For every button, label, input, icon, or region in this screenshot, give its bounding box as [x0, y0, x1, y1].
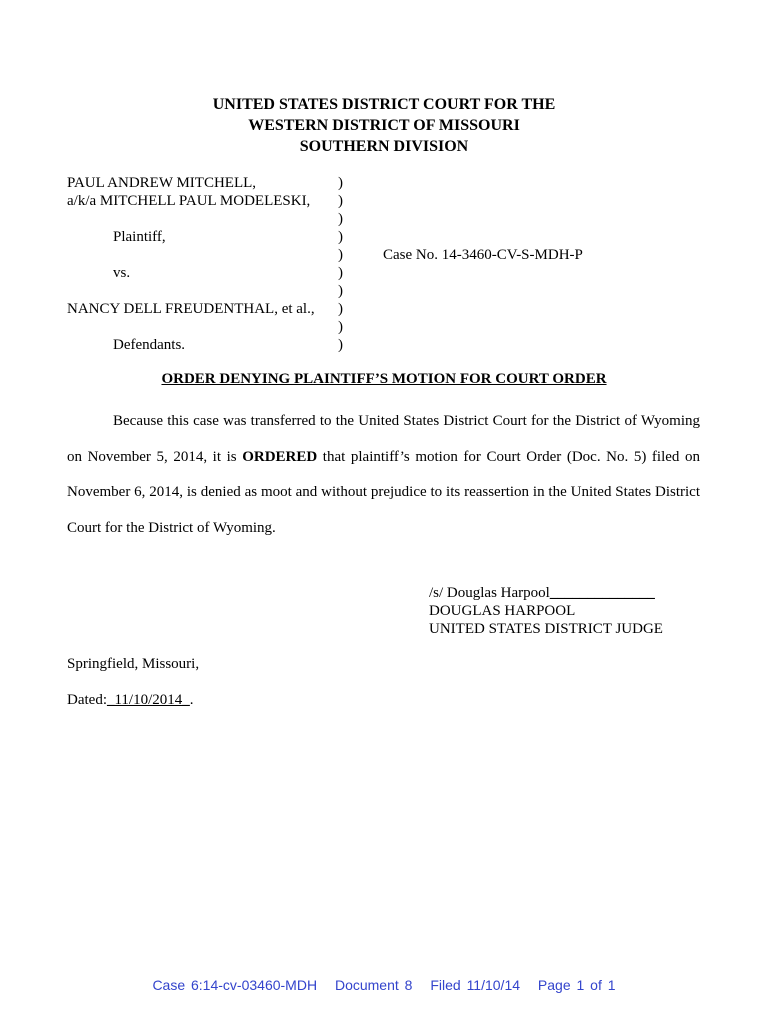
judge-title: UNITED STATES DISTRICT JUDGE: [429, 621, 663, 637]
paren: ): [338, 319, 343, 335]
paren: ): [338, 337, 343, 353]
versus: vs.: [113, 265, 131, 281]
ecf-footer: [0, 977, 768, 993]
dated-end: .: [189, 692, 194, 708]
defendant-role: Defendants.: [113, 337, 186, 353]
location: Springfield, Missouri,: [67, 656, 200, 672]
plaintiff-name: PAUL ANDREW MITCHELL,: [67, 175, 257, 191]
caption-parentheses: [338, 174, 350, 354]
order-text-before: Because this case was transferred to the United States District Court for the District of Wyoming on November 5, 2014, it is: [67, 413, 700, 465]
court-division: SOUTHERN DIVISION: [299, 138, 469, 155]
case-number: Case No. 14-3460-CV-S-MDH-P: [383, 247, 583, 263]
signature-blank: ______________: [549, 585, 655, 601]
electronic-signature: /s/ Douglas Harpool: [429, 585, 550, 601]
order-heading: ORDER DENYING PLAINTIFF’S MOTION FOR COURT ORDER: [161, 371, 607, 387]
footer-case-number: Case 6:14-cv-03460-MDH: [152, 977, 318, 993]
paren: ): [338, 301, 343, 317]
court-name-line-2: WESTERN DISTRICT OF MISSOURI: [248, 117, 520, 134]
plaintiff-role: Plaintiff,: [113, 229, 166, 245]
paren: ): [338, 175, 343, 191]
court-name-line-1: UNITED STATES DISTRICT COURT FOR THE: [212, 96, 556, 113]
paren: ): [338, 193, 343, 209]
footer-filed-date: Filed 11/10/14: [430, 977, 521, 993]
defendant-name: NANCY DELL FREUDENTHAL, et al.,: [67, 301, 315, 317]
paren: ): [338, 211, 343, 227]
paren: ): [338, 247, 343, 263]
paren: ): [338, 229, 343, 245]
dated-line: [67, 691, 194, 709]
dated-label: Dated:: [67, 692, 107, 708]
court-header: [0, 94, 768, 157]
order-text-after: that plaintiff’s motion for Court Order (Doc. No. 5) filed on November 6, 2014, is denied as moot and without prejudice to its reassertion in the United States District Court for the District of Wyoming.: [67, 448, 700, 537]
ordered-emphasis: ORDERED: [242, 448, 318, 465]
dated-value: _11/10/2014_: [106, 692, 190, 708]
paren: ): [338, 283, 343, 299]
plaintiff-aka: a/k/a MITCHELL PAUL MODELESKI,: [67, 193, 311, 209]
judge-name: DOUGLAS HARPOOL: [429, 603, 576, 619]
footer-page: Page 1 of 1: [537, 977, 616, 993]
signature-line: [429, 584, 655, 602]
footer-document: Document 8: [334, 977, 413, 993]
order-paragraph: [67, 404, 700, 547]
order-body: [67, 404, 700, 547]
paren: ): [338, 265, 343, 281]
